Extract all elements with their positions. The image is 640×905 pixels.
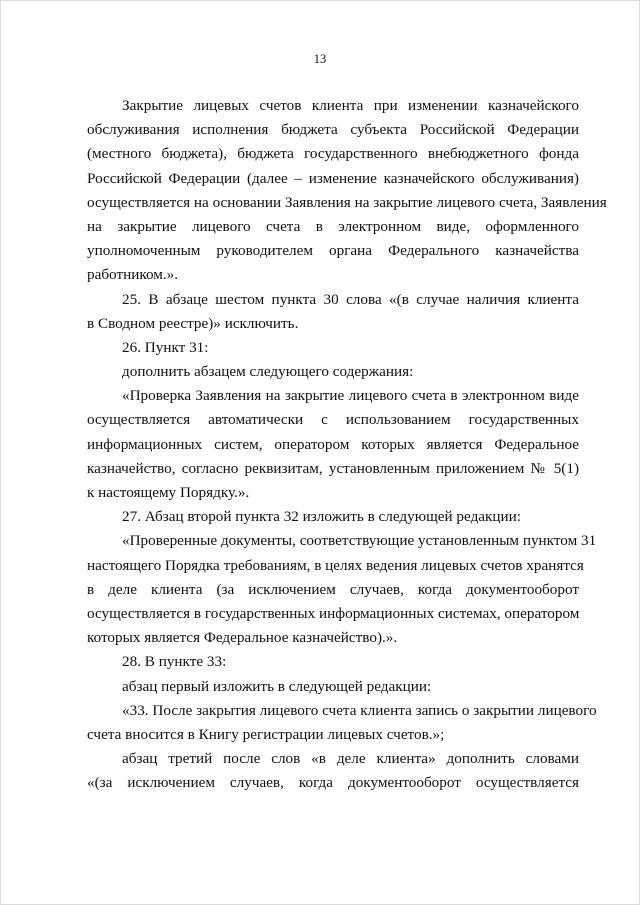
text-line: Закрытие лицевых счетов клиента при изменении казначейского (122, 97, 579, 114)
document-body (87, 94, 607, 795)
text-line: 26. Пункт 31: (122, 338, 209, 356)
text-line: Российской Федерации (далее – изменение казначейского обслуживания) (87, 169, 579, 187)
text-line: «Проверенные документы, соответствующие установленным пунктом 31 (122, 532, 597, 550)
text-line: осуществляется автоматически с использованием государственных (87, 411, 579, 429)
text-line: настоящего Порядка требованиям, в целях ведения лицевых счетов хранятся (87, 556, 584, 574)
text-line: информационных систем, оператором которых является Федеральное (87, 435, 579, 453)
text-line: работником.». (87, 266, 179, 284)
text-line: 28. В пункте 33: (122, 653, 227, 671)
text-line: осуществляется на основании Заявления на закрытие лицевого счета, Заявления (87, 193, 607, 211)
text-line: к настоящему Порядку.». (87, 484, 250, 501)
text-line: 25. В абзаце шестом пункта 30 слова «(в случае наличия клиента (122, 290, 579, 308)
text-line: «(за исключением случаев, когда документооборот осуществляется (87, 774, 579, 792)
text-line: которых является Федеральное казначейство).». (87, 629, 398, 647)
text-line: счета вносится в Книгу регистрации лицевых счетов.»; (87, 725, 445, 743)
text-line: (местного бюджета), бюджета государственного внебюджетного фонда (87, 145, 579, 163)
text-line: абзац первый изложить в следующей редакции: (122, 677, 432, 695)
text-line: на закрытие лицевого счета в электронном виде, оформленного (87, 217, 579, 235)
text-line: осуществляется в государственных информационных системах, оператором (87, 604, 580, 622)
page-number: 13 (313, 52, 327, 66)
text-line: казначейство, согласно реквизитам, установленным приложением № 5(1) (87, 459, 579, 477)
text-line: абзац третий после слов «в деле клиента» дополнить словами (122, 750, 579, 768)
text-line: в деле клиента (за исключением случаев, когда документооборот (87, 580, 579, 598)
text-line: уполномоченным руководителем органа Федерального казначейства (87, 242, 579, 260)
text-line: «Проверка Заявления на закрытие лицевого счета в электронном виде (122, 387, 579, 405)
text-line: в Сводном реестре)» исключить. (87, 314, 299, 332)
text-line: «33. После закрытия лицевого счета клиента запись о закрытии лицевого (122, 701, 597, 719)
text-line: 27. Абзац второй пункта 32 изложить в следующей редакции: (122, 508, 522, 526)
text-line: дополнить абзацем следующего содержания: (122, 363, 414, 381)
text-line: обслуживания исполнения бюджета субъекта Российской Федерации (87, 121, 579, 139)
